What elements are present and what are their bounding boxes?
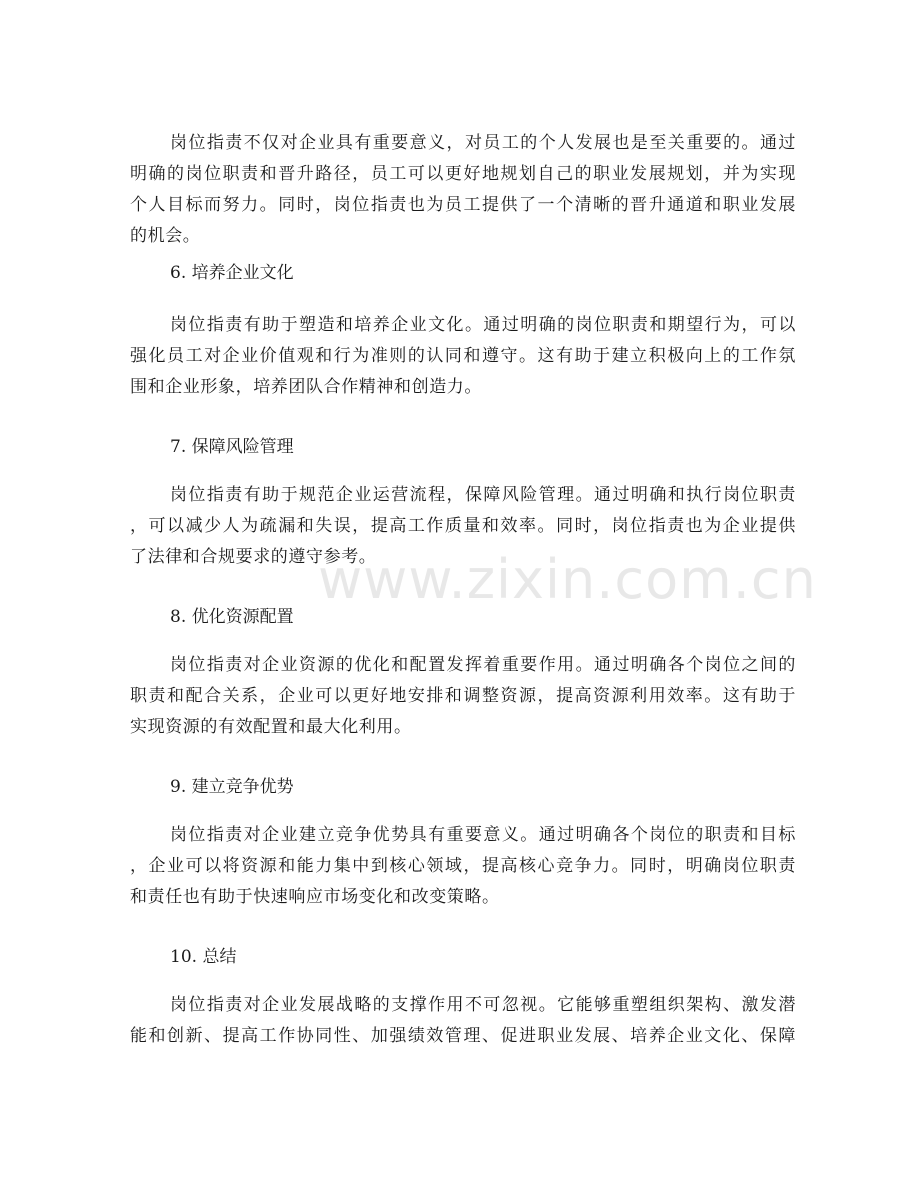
text-line: 职责和配合关系，企业可以更好地安排和调整资源，提高资源利用效率。这有助于 — [130, 686, 796, 706]
paragraph — [130, 480, 796, 573]
text-line: 岗位指责对企业资源的优化和配置发挥着重要作用。通过明确各个岗位之间的 — [170, 655, 796, 675]
text-line: 岗位指责对企业发展战略的支撑作用不可忽视。它能够重塑组织架构、激发潜 — [170, 995, 796, 1015]
paragraph — [130, 310, 796, 403]
section-heading: 9. 建立竞争优势 — [170, 777, 294, 797]
watermark: www.zixin.com.cn — [318, 548, 817, 611]
text-line: 岗位指责有助于规范企业运营流程，保障风险管理。通过明确和执行岗位职责 — [170, 485, 796, 505]
text-line: 强化员工对企业价值观和行为准则的认同和遵守。这有助于建立积极向上的工作氛 — [130, 346, 796, 366]
section-heading: 8. 优化资源配置 — [170, 607, 294, 627]
text-line: 岗位指责有助于塑造和培养企业文化。通过明确的岗位职责和期望行为，可以 — [170, 315, 796, 335]
text-line: 和责任也有助于快速响应市场变化和改变策略。 — [130, 887, 500, 907]
text-line: 的机会。 — [130, 226, 201, 246]
text-line: 岗位指责不仅对企业具有重要意义，对员工的个人发展也是至关重要的。通过 — [170, 133, 796, 153]
text-line: 明确的岗位职责和晋升路径，员工可以更好地规划自己的职业发展规划，并为实现 — [130, 164, 796, 184]
text-line: ，可以减少人为疏漏和失误，提高工作质量和效率。同时，岗位指责也为企业提供 — [130, 516, 796, 536]
section-heading: 6. 培养企业文化 — [170, 263, 294, 283]
text-line: 能和创新、提高工作协同性、加强绩效管理、促进职业发展、培养企业文化、保障 — [130, 1026, 796, 1046]
paragraph — [130, 990, 796, 1052]
text-line: 实现资源的有效配置和最大化利用。 — [130, 717, 412, 737]
text-line: ，企业可以将资源和能力集中到核心领域，提高核心竞争力。同时，明确岗位职责 — [130, 856, 796, 876]
text-line: 围和企业形象，培养团队合作精神和创造力。 — [130, 377, 482, 397]
section-heading: 7. 保障风险管理 — [170, 437, 294, 457]
section-heading: 10. 总结 — [170, 947, 237, 967]
text-line: 了法律和合规要求的遵守参考。 — [130, 547, 377, 567]
paragraph — [130, 128, 796, 252]
paragraph — [130, 820, 796, 913]
text-line: 岗位指责对企业建立竞争优势具有重要意义。通过明确各个岗位的职责和目标 — [170, 825, 796, 845]
text-line: 个人目标而努力。同时，岗位指责也为员工提供了一个清晰的晋升通道和职业发展 — [130, 195, 796, 215]
paragraph — [130, 650, 796, 743]
